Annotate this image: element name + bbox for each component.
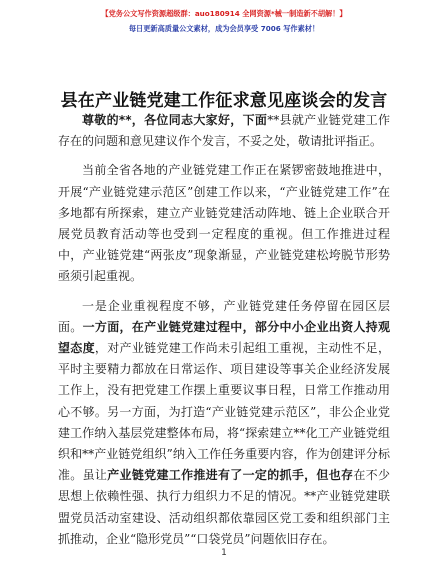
paragraph-2-start: 一是企业重视程度不够，产业链党建任务停留在园区层面。	[58, 298, 390, 334]
salutation-paragraph	[58, 110, 390, 152]
header-banner	[0, 6, 448, 36]
banner-line-1: 【党务公文写作资源超级群：auo180914 全网资源*械一制造新不胡解！】	[101, 9, 347, 18]
salutation-rest: **县就产业链党建工作存在的问题和意见建议作个发言，不妥之处，敬请批评指正。	[58, 113, 390, 149]
salutation-bold: 尊敬的**，各位同志大家好，下面	[82, 113, 268, 127]
paragraph-2-mid: ，对产业链党建工作尚未引起组工重视，主动性不足，平时主要精力都放在日常运作、项目建设等事关企业经济发展工作上，没有把党建工作摆上重要议事日程，日常工作推动用心不够。另一方面，为打造“产业链党建示范区”，非公企业党建工作纳入基层党建整体布局，将“探索建立**化工产业链党组织和**产业链党组织”纳入工作任务重要内容，作为创建评分标准。虽让	[58, 341, 390, 483]
paragraph-1: 当前全省各地的产业链党建工作正在紧锣密鼓地推进中，开展“产业链党建示范区”创建工作以来，“产业链党建工作”在多地都有所探索，建立产业链党建活动阵地、链上企业联合开展党员教育活动等也受到一定程度的重视。但工作推进过程中，产业链党建“两张皮”现象渐显，产业链党建松垮脱节形势亟须引起重视。	[58, 163, 390, 284]
document-body	[58, 110, 390, 558]
document-title: 县在产业链党建工作征求意见座谈会的发言	[60, 91, 388, 111]
paragraph-2-bold-1: 一方面，在产业链党建过程中，部分中小企业出资人持观望态度	[58, 319, 390, 356]
page-number: 1	[221, 548, 227, 558]
paragraph-2-end: 在不少思想上依赖性强、执行力组织力不足的情况。**产业链党建联盟党员活动室建设、活动组织都依靠园区党工委和组织部门主抓推动，企业“隐形党员”“口袋党员”问题依旧存在。	[58, 468, 390, 546]
paragraph-2	[58, 296, 390, 550]
paragraph-2-bold-2: 产业链党建工作推进有了一定的抓手，但也存	[107, 468, 354, 483]
banner-line-2: 每日更新高质量公文素材，成为会员享受 7006 写作素材！	[128, 24, 320, 33]
